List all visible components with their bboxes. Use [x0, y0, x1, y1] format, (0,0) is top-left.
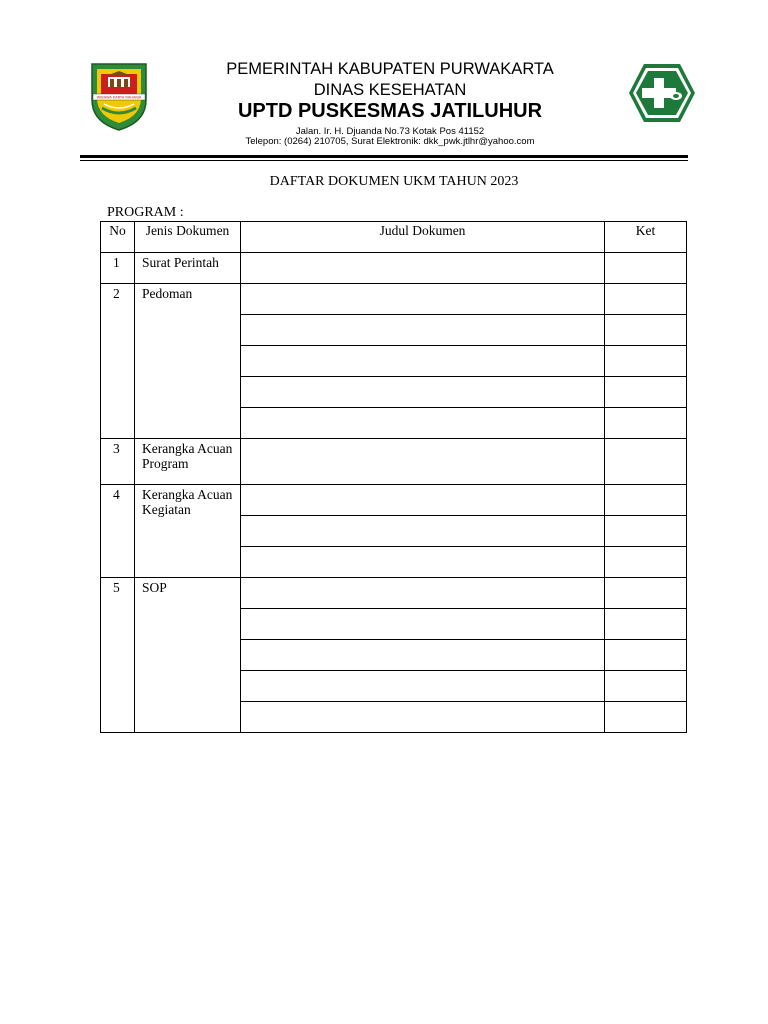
letterhead-rule-thick [80, 155, 688, 158]
judul-cell[interactable] [241, 516, 605, 547]
judul-cell[interactable] [241, 671, 605, 702]
judul-cell[interactable] [241, 315, 605, 346]
row-no: 3 [101, 439, 135, 485]
letterhead-institution: UPTD PUSKESMAS JATILUHUR [237, 100, 543, 122]
ket-cell[interactable] [605, 547, 687, 578]
header-ket: Ket [605, 222, 687, 253]
ket-cell[interactable] [605, 485, 687, 516]
row-jenis: Surat Perintah [135, 253, 241, 284]
judul-cell[interactable] [241, 578, 605, 609]
ket-cell[interactable] [605, 315, 687, 346]
ket-cell[interactable] [605, 408, 687, 439]
row-jenis: SOP [135, 578, 241, 733]
letterhead-government: PEMERINTAH KABUPATEN PURWAKARTA [226, 60, 554, 78]
judul-cell[interactable] [241, 702, 605, 733]
judul-cell[interactable] [241, 640, 605, 671]
judul-cell[interactable] [241, 439, 605, 485]
program-label: PROGRAM : [107, 205, 184, 220]
letterhead-contact: Telepon: (0264) 210705, Surat Elektronik: dkk_pwk.jtlhr@yahoo.com [245, 136, 535, 147]
purwakarta-emblem-icon [88, 60, 150, 132]
ket-cell[interactable] [605, 640, 687, 671]
table-row [101, 578, 687, 609]
ket-cell[interactable] [605, 702, 687, 733]
row-no: 4 [101, 485, 135, 578]
row-no: 5 [101, 578, 135, 733]
letterhead-rule-thin [80, 160, 688, 161]
row-jenis: Pedoman [135, 284, 241, 439]
letterhead-address: Jalan. Ir. H. Djuanda No.73 Kotak Pos 41152 [295, 126, 485, 137]
row-jenis: Kerangka Acuan Kegiatan [135, 485, 241, 578]
ket-cell[interactable] [605, 516, 687, 547]
judul-cell[interactable] [241, 609, 605, 640]
table-row [101, 253, 687, 284]
puskesmas-logo-icon [627, 62, 697, 124]
document-table [100, 221, 687, 733]
letterhead-department: DINAS KESEHATAN [313, 81, 467, 99]
judul-cell[interactable] [241, 408, 605, 439]
table-row [101, 439, 687, 485]
ket-cell[interactable] [605, 578, 687, 609]
svg-text:WIBAWA KARTA RAHARJA: WIBAWA KARTA RAHARJA [96, 95, 142, 100]
document-title: DAFTAR DOKUMEN UKM TAHUN 2023 [269, 174, 519, 189]
ket-cell[interactable] [605, 253, 687, 284]
ket-cell[interactable] [605, 346, 687, 377]
table-row [101, 284, 687, 315]
judul-cell[interactable] [241, 253, 605, 284]
table-row [101, 485, 687, 516]
judul-cell[interactable] [241, 547, 605, 578]
ket-cell[interactable] [605, 609, 687, 640]
judul-cell[interactable] [241, 485, 605, 516]
ket-cell[interactable] [605, 439, 687, 485]
ket-cell[interactable] [605, 284, 687, 315]
header-judul: Judul Dokumen [241, 222, 605, 253]
judul-cell[interactable] [241, 284, 605, 315]
header-no: No [101, 222, 135, 253]
ket-cell[interactable] [605, 377, 687, 408]
header-jenis: Jenis Dokumen [135, 222, 241, 253]
judul-cell[interactable] [241, 346, 605, 377]
row-jenis: Kerangka Acuan Program [135, 439, 241, 485]
judul-cell[interactable] [241, 377, 605, 408]
row-no: 2 [101, 284, 135, 439]
ket-cell[interactable] [605, 671, 687, 702]
row-no: 1 [101, 253, 135, 284]
